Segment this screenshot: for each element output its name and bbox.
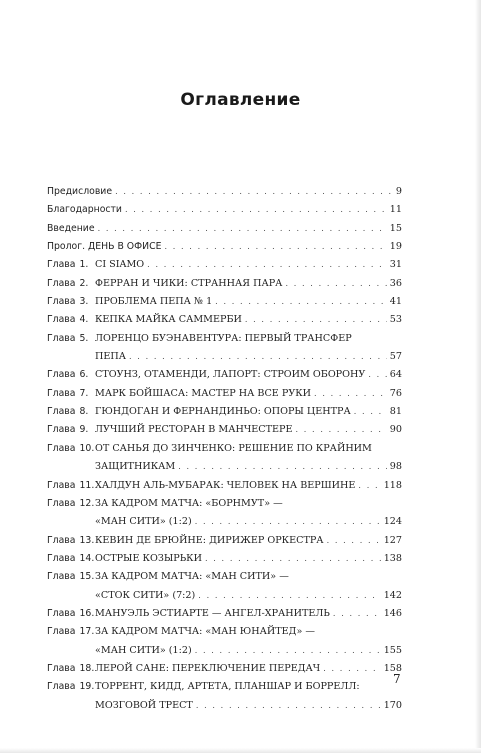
toc-chapter-entry[interactable]	[47, 293, 402, 311]
dot-leader	[125, 201, 387, 219]
toc-chapter-entry[interactable]	[47, 256, 402, 274]
chapter-body	[95, 678, 402, 715]
toc-chapter-entry[interactable]	[47, 421, 402, 439]
toc-entry[interactable]	[47, 238, 402, 256]
toc-page-number: 158	[383, 662, 402, 674]
chapter-label	[47, 366, 95, 384]
chapter-title-line	[95, 532, 402, 550]
chapter-title: «СТОК СИТИ» (7:2)	[95, 589, 196, 601]
chapter-number: 16.	[79, 607, 95, 619]
chapter-title-line	[95, 477, 402, 495]
toc-page-number: 118	[383, 479, 402, 491]
chapter-title: МОЗГОВОЙ ТРЕСТ	[95, 699, 193, 711]
chapter-title: СТОУНЗ, ОТАМЕНДИ, ЛАПОРТ: СТРОИМ ОБОРОНУ	[95, 369, 366, 381]
chapter-word: Глава	[47, 571, 76, 583]
toc-entry-body	[47, 183, 402, 201]
chapter-title-line	[95, 275, 402, 293]
toc-chapter-entry[interactable]	[47, 550, 402, 568]
chapter-word: Глава	[47, 259, 76, 271]
chapter-word: Глава	[47, 662, 76, 674]
chapter-title-line	[95, 513, 402, 531]
toc-page-number: 142	[383, 589, 402, 601]
toc-chapter-entry[interactable]	[47, 385, 402, 403]
chapter-title-line	[95, 495, 402, 513]
chapter-title: ГЮНДОГАН И ФЕРНАНДИНЬО: ОПОРЫ ЦЕНТРА	[95, 406, 351, 418]
toc-chapter-entry[interactable]	[47, 532, 402, 550]
chapter-title: ПЕПА	[95, 351, 127, 363]
chapter-number: 19.	[79, 681, 95, 693]
dot-leader	[333, 605, 381, 623]
toc-page-number: 170	[383, 699, 402, 711]
toc-entry-title: Благодарности	[47, 204, 122, 216]
chapter-title: ОТ САНЬЯ ДО ЗИНЧЕНКО: РЕШЕНИЕ ПО КРАЙНИМ	[95, 442, 372, 454]
dot-leader	[314, 385, 387, 403]
chapter-word: Глава	[47, 277, 76, 289]
chapter-body	[95, 660, 402, 678]
dot-leader	[178, 458, 387, 476]
chapter-number: 18.	[79, 662, 95, 674]
chapter-number: 1.	[79, 259, 89, 271]
toc-page-number: 9	[395, 186, 402, 197]
toc-entry-title: Введение	[47, 222, 95, 234]
chapter-label	[47, 660, 95, 678]
toc-entry-body	[47, 238, 402, 256]
toc-page-number: 31	[389, 259, 402, 271]
chapter-body	[95, 568, 402, 605]
chapter-word: Глава	[47, 497, 76, 509]
chapter-number: 14.	[79, 552, 95, 564]
toc-entry-title: Предисловие	[47, 186, 113, 197]
chapter-word: Глава	[47, 552, 76, 564]
chapter-title: «МАН СИТИ» (1:2)	[95, 516, 192, 528]
chapter-number: 3.	[79, 296, 89, 308]
dot-leader	[358, 477, 380, 495]
chapter-title: ЗАЩИТНИКАМ	[95, 461, 176, 473]
chapter-word: Глава	[47, 681, 76, 693]
chapter-number: 5.	[79, 332, 89, 344]
dot-leader	[195, 642, 381, 660]
toc-chapter-entry[interactable]	[47, 311, 402, 329]
chapter-number: 6.	[79, 369, 89, 381]
toc-line	[47, 183, 402, 201]
chapter-word: Глава	[47, 534, 76, 546]
dot-leader	[195, 513, 381, 531]
chapter-word: Глава	[47, 479, 76, 491]
toc-page-number: 36	[389, 277, 402, 289]
dot-leader	[164, 238, 386, 256]
chapter-title: ЛОРЕНЦО БУЭНАВЕНТУРА: ПЕРВЫЙ ТРАНСФЕР	[95, 332, 352, 344]
chapter-word: Глава	[47, 442, 76, 454]
chapter-word: Глава	[47, 387, 76, 399]
chapter-title: ЗА КАДРОМ МАТЧА: «МАН ЮНАЙТЕД» —	[95, 626, 315, 638]
chapter-body	[95, 256, 402, 274]
toc-chapter-entry[interactable]	[47, 403, 402, 421]
chapter-label	[47, 678, 95, 696]
toc-page-number: 15	[389, 222, 402, 234]
chapter-body	[95, 385, 402, 403]
chapter-label	[47, 385, 95, 403]
chapter-body	[95, 311, 402, 329]
chapter-title-line	[95, 660, 402, 678]
chapter-body	[95, 366, 402, 384]
toc-entry-body	[47, 201, 402, 219]
chapter-title-line	[95, 385, 402, 403]
chapter-word: Глава	[47, 296, 76, 308]
toc-page-number: 11	[389, 204, 402, 216]
chapter-title-line	[95, 330, 402, 348]
chapter-title-line	[95, 440, 402, 458]
chapter-title-line	[95, 550, 402, 568]
toc-chapter-entry[interactable]	[47, 605, 402, 623]
toc-entry[interactable]	[47, 201, 402, 219]
toc-entry[interactable]	[47, 183, 402, 201]
dot-leader	[129, 348, 387, 366]
chapter-body	[95, 532, 402, 550]
chapter-word: Глава	[47, 369, 76, 381]
dot-leader	[205, 550, 381, 568]
chapter-title: ПРОБЛЕМА ПЕПА № 1	[95, 296, 213, 308]
chapter-title: МАРК БОЙШАСА: МАСТЕР НА ВСЕ РУКИ	[95, 387, 312, 399]
chapter-title-line	[95, 697, 402, 715]
chapter-number: 10.	[79, 442, 95, 454]
toc-chapter-entry[interactable]	[47, 275, 402, 293]
toc-page-number: 155	[383, 644, 402, 656]
chapter-title-line	[95, 403, 402, 421]
toc-page-number: 98	[389, 461, 402, 473]
chapter-title-line	[95, 311, 402, 329]
toc-page-number: 81	[389, 406, 402, 418]
chapter-body	[95, 550, 402, 568]
chapter-title: ТОРРЕНТ, КИДД, АРТЕТА, ПЛАНШАР И БОРРЕЛЛ:	[95, 681, 360, 693]
chapter-title: ХАЛДУН АЛЬ-МУБАРАК: ЧЕЛОВЕК НА ВЕРШИНЕ	[95, 479, 356, 491]
chapter-number: 2.	[79, 277, 89, 289]
chapter-label	[47, 568, 95, 586]
chapter-label	[47, 330, 95, 348]
chapter-word: Глава	[47, 314, 76, 326]
dot-leader	[368, 366, 386, 384]
chapter-number: 11.	[79, 479, 95, 491]
chapter-title-line	[95, 293, 402, 311]
toc-entry-body	[47, 220, 402, 238]
chapter-label	[47, 477, 95, 495]
chapter-body	[95, 403, 402, 421]
page-bottom-shadow	[0, 748, 481, 753]
toc-chapter-entry[interactable]	[47, 330, 402, 367]
toc-chapter-entry[interactable]	[47, 623, 402, 660]
chapter-label	[47, 550, 95, 568]
toc-entry[interactable]	[47, 220, 402, 238]
chapter-title-line	[95, 605, 402, 623]
page-title: Оглавление	[180, 90, 301, 110]
chapter-number: 17.	[79, 626, 95, 638]
dot-leader	[295, 421, 386, 439]
toc-line	[47, 220, 402, 238]
chapter-label	[47, 275, 95, 293]
chapter-title: КЕПКА МАЙКА САММЕРБИ	[95, 314, 242, 326]
toc-entry-title: Пролог. ДЕНЬ В ОФИСЕ	[47, 241, 162, 253]
dot-leader	[196, 697, 381, 715]
toc-chapter-entry[interactable]	[47, 477, 402, 495]
chapter-word: Глава	[47, 424, 76, 436]
chapter-title-line	[95, 348, 402, 366]
dot-leader	[327, 532, 381, 550]
chapter-label	[47, 421, 95, 439]
chapter-body	[95, 421, 402, 439]
chapter-title-line	[95, 421, 402, 439]
toc-line	[47, 238, 402, 256]
toc-page-number: 127	[383, 534, 402, 546]
chapter-title: ЛЕРОЙ САНЕ: ПЕРЕКЛЮЧЕНИЕ ПЕРЕДАЧ	[95, 662, 321, 674]
chapter-word: Глава	[47, 626, 76, 638]
chapter-word: Глава	[47, 406, 76, 418]
dot-leader	[285, 275, 386, 293]
chapter-number: 12.	[79, 497, 95, 509]
toc-page-number: 146	[383, 607, 402, 619]
chapter-title: ЛУЧШИЙ РЕСТОРАН В МАНЧЕСТЕРЕ	[95, 424, 293, 436]
chapter-title-line	[95, 642, 402, 660]
chapter-number: 4.	[79, 314, 89, 326]
dot-leader	[147, 256, 387, 274]
toc-page-number: 76	[389, 387, 402, 399]
chapter-body	[95, 623, 402, 660]
dot-leader	[215, 293, 387, 311]
toc-page-number: 57	[389, 351, 402, 363]
dot-leader	[115, 183, 393, 201]
chapter-word: Глава	[47, 607, 76, 619]
page-edge-shadow	[475, 0, 481, 753]
toc-page-number: 124	[383, 516, 402, 528]
chapter-number: 13.	[79, 534, 95, 546]
toc-chapter-entry[interactable]	[47, 495, 402, 532]
chapter-label	[47, 256, 95, 274]
chapter-title: «МАН СИТИ» (1:2)	[95, 644, 192, 656]
chapter-title: ФЕРРАН И ЧИКИ: СТРАННАЯ ПАРА	[95, 277, 283, 289]
chapter-label	[47, 440, 95, 458]
dot-leader	[198, 587, 380, 605]
dot-leader	[354, 403, 387, 421]
chapter-number: 9.	[79, 424, 89, 436]
chapter-label	[47, 311, 95, 329]
chapter-label	[47, 605, 95, 623]
chapter-label	[47, 293, 95, 311]
table-of-contents	[47, 183, 402, 715]
chapter-body	[95, 605, 402, 623]
toc-page-number: 19	[389, 241, 402, 253]
toc-page-number: 90	[389, 424, 402, 436]
chapter-title: ЗА КАДРОМ МАТЧА: «БОРНМУТ» —	[95, 497, 283, 509]
chapter-body	[95, 275, 402, 293]
chapter-title: CI SIAMO	[95, 259, 145, 271]
toc-page-number: 53	[389, 314, 402, 326]
chapter-body	[95, 495, 402, 532]
chapter-body	[95, 440, 402, 477]
toc-chapter-entry[interactable]	[47, 660, 402, 678]
chapter-number: 15.	[79, 571, 95, 583]
dot-leader	[98, 220, 387, 238]
chapter-label	[47, 623, 95, 641]
chapter-body	[95, 477, 402, 495]
toc-chapter-entry[interactable]	[47, 678, 402, 715]
chapter-title: МАНУЭЛЬ ЭСТИАРТЕ — АНГЕЛ-ХРАНИТЕЛЬ	[95, 607, 330, 619]
chapter-title: ЗА КАДРОМ МАТЧА: «МАН СИТИ» —	[95, 571, 289, 583]
dot-leader	[323, 660, 380, 678]
chapter-label	[47, 532, 95, 550]
chapter-title-line	[95, 678, 402, 696]
toc-chapter-entry[interactable]	[47, 366, 402, 384]
chapter-title-line	[95, 366, 402, 384]
chapter-label	[47, 403, 95, 421]
chapter-body	[95, 293, 402, 311]
chapter-title: ОСТРЫЕ КОЗЫРЬКИ	[95, 552, 202, 564]
chapter-title-line	[95, 458, 402, 476]
toc-chapter-entry[interactable]	[47, 440, 402, 477]
chapter-word: Глава	[47, 332, 76, 344]
page-number: 7	[393, 672, 401, 686]
chapter-label	[47, 495, 95, 513]
toc-chapter-entry[interactable]	[47, 568, 402, 605]
toc-page-number: 138	[383, 552, 402, 564]
toc-page-number: 64	[389, 369, 402, 381]
chapter-number: 7.	[79, 387, 89, 399]
dot-leader	[245, 311, 387, 329]
chapter-body	[95, 330, 402, 367]
chapter-number: 8.	[79, 406, 89, 418]
chapter-title: КЕВИН ДЕ БРЮЙНЕ: ДИРИЖЕР ОРКЕСТРА	[95, 534, 324, 546]
toc-line	[47, 201, 402, 219]
chapter-title-line	[95, 568, 402, 586]
chapter-title-line	[95, 587, 402, 605]
chapter-title-line	[95, 256, 402, 274]
chapter-title-line	[95, 623, 402, 641]
toc-page-number: 41	[389, 296, 402, 308]
